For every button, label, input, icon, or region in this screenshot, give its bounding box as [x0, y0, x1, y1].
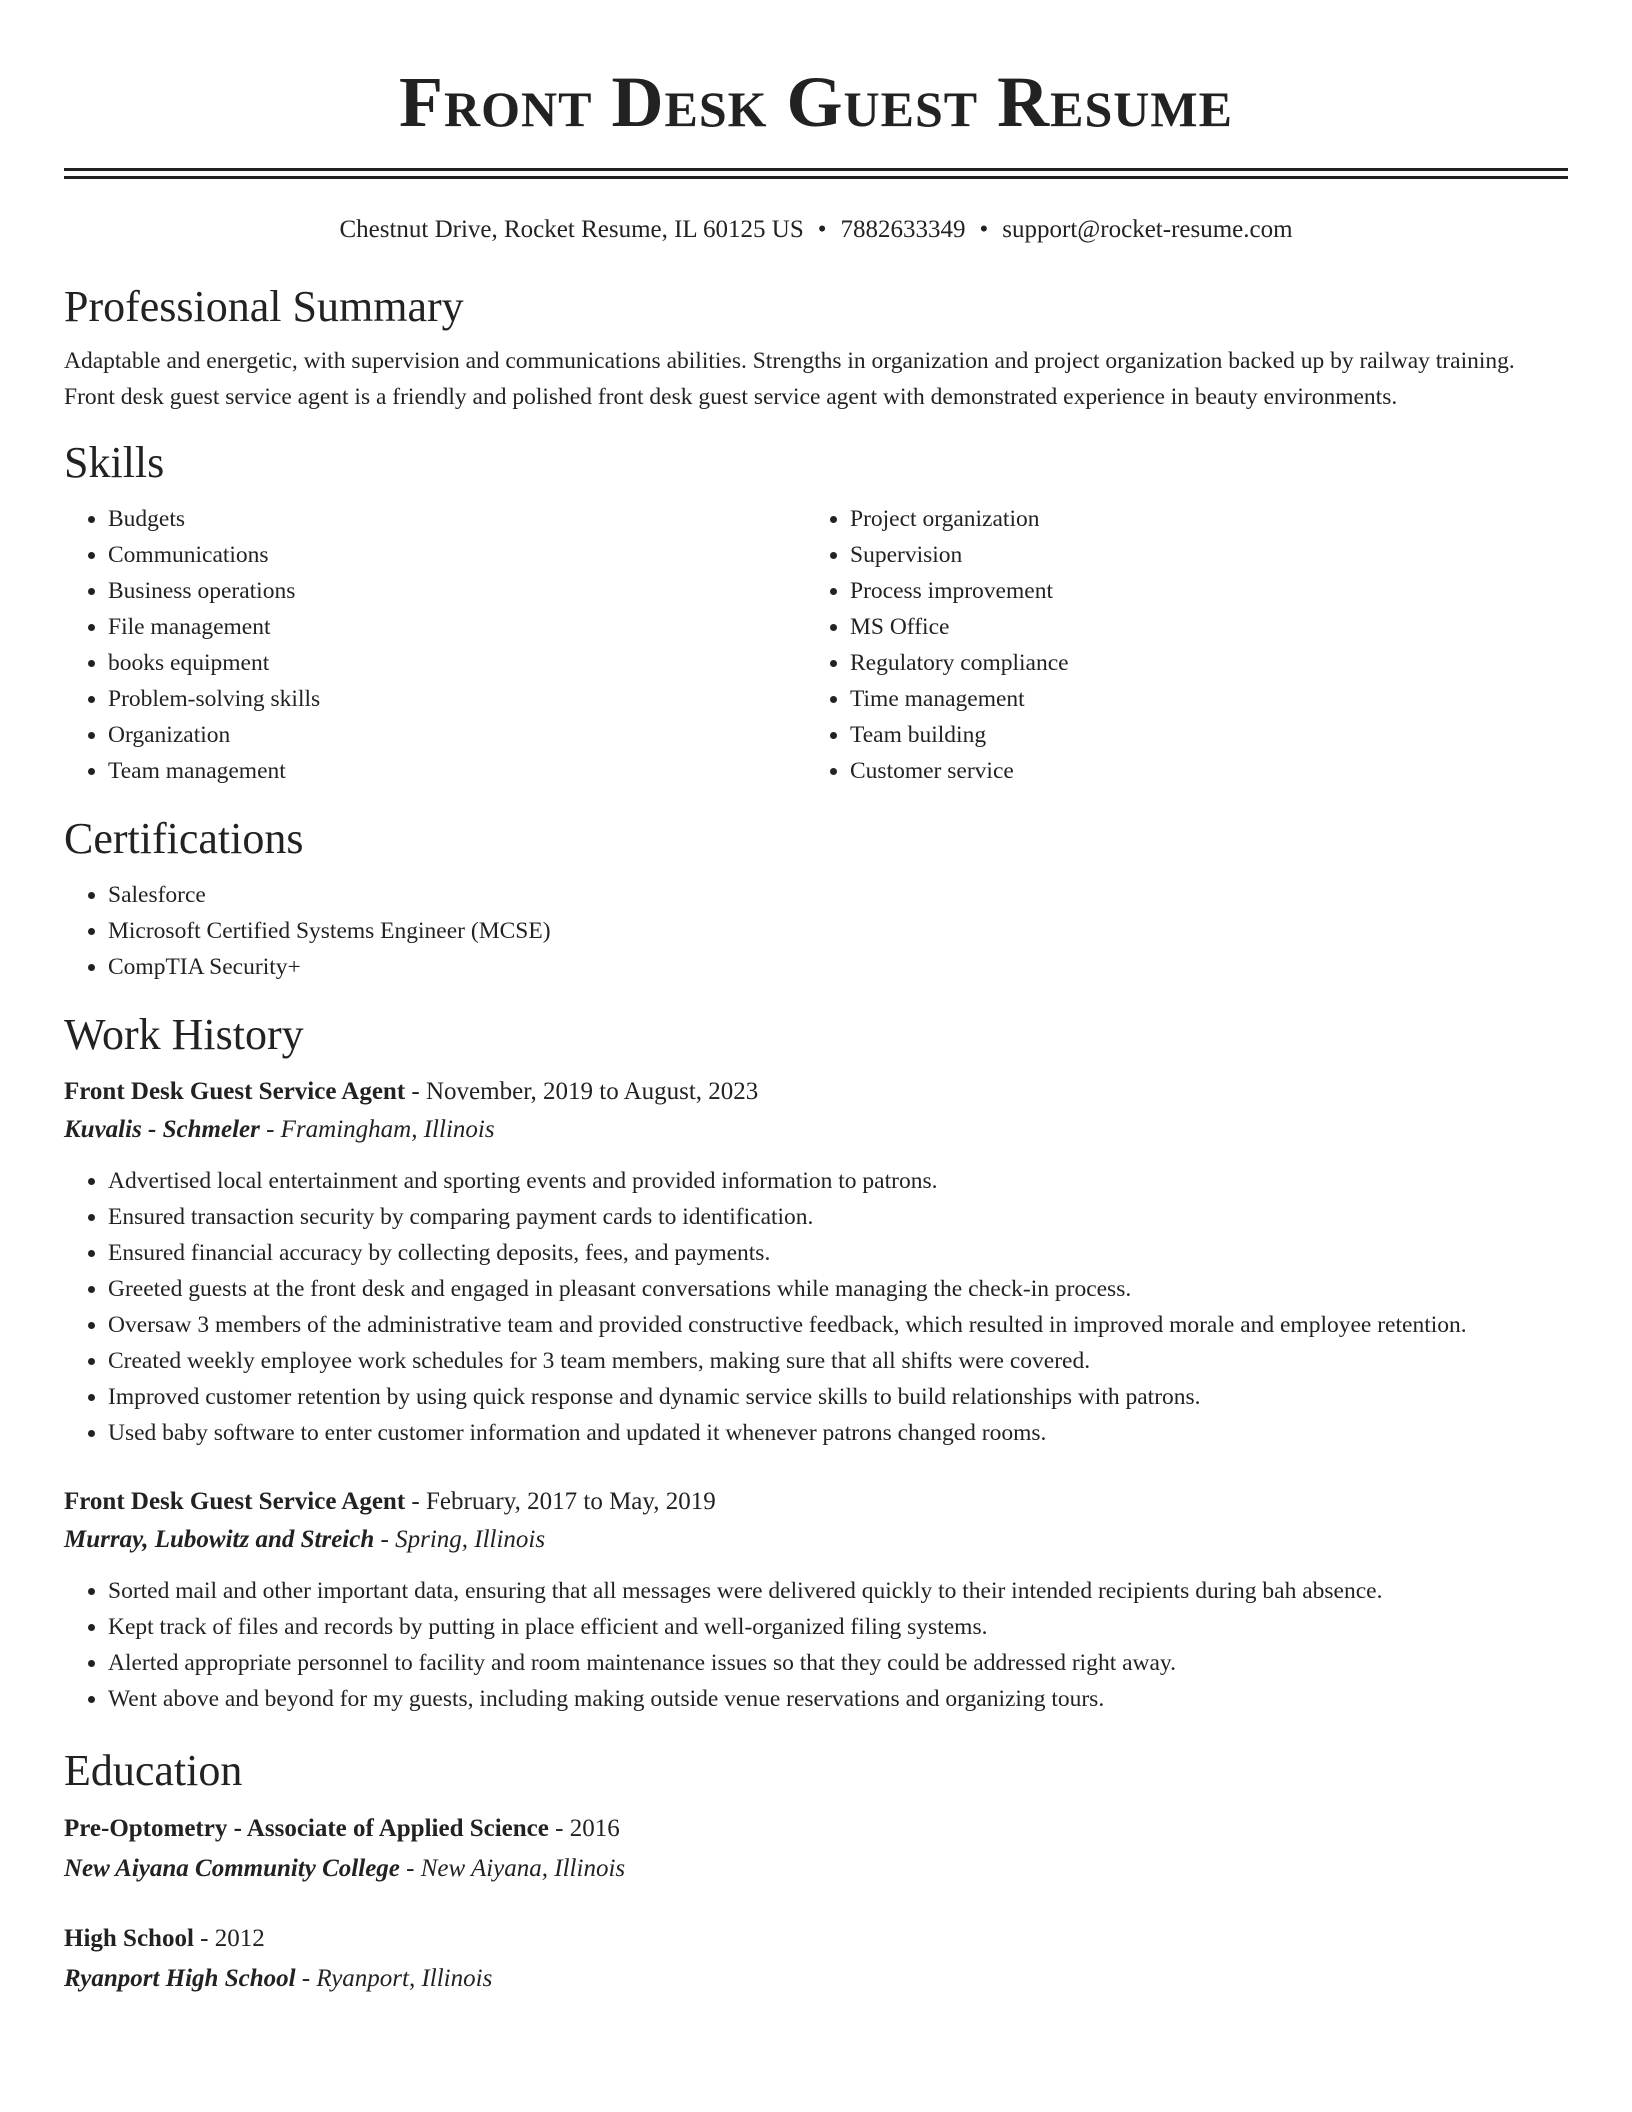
education-dash: -: [193, 1925, 215, 1952]
skill-item: • Organization: [108, 717, 806, 753]
job-dates: February, 2017 to May, 2019: [426, 1488, 716, 1515]
job-dash: -: [374, 1526, 396, 1553]
job-bullets: [64, 1163, 1568, 1451]
education-degree: High School: [64, 1925, 194, 1952]
skills-grid: [64, 501, 1568, 789]
education-location: New Aiyana, Illinois: [420, 1855, 626, 1882]
education-degree: Pre-Optometry - Associate of Applied Science: [64, 1815, 549, 1842]
job-title: Front Desk Guest Service Agent: [64, 1488, 406, 1515]
education-school-line: [64, 1849, 1568, 1889]
certification-item: • CompTIA Security+: [108, 949, 1568, 985]
job-bullet: • Greeted guests at the front desk and engaged in pleasant conversations while managing the check-in process.: [108, 1271, 1568, 1307]
skill-item: • Problem-solving skills: [108, 681, 806, 717]
job-dates: November, 2019 to August, 2023: [426, 1078, 759, 1105]
job-company-line: [64, 1111, 1568, 1149]
job-dash: -: [259, 1116, 281, 1143]
education-heading-line: [64, 1809, 1568, 1849]
skills-right-column: [806, 501, 1548, 789]
skill-item: • Process improvement: [850, 573, 1548, 609]
skills-right-list: [806, 501, 1548, 789]
job-entry: [64, 1483, 1568, 1717]
education-year: 2016: [569, 1815, 620, 1842]
job-title: Front Desk Guest Service Agent: [64, 1078, 406, 1105]
certifications-list: [64, 877, 1568, 985]
education-heading-line: [64, 1919, 1568, 1959]
job-bullet: • Created weekly employee work schedules for 3 team members, making sure that all shifts were covered.: [108, 1343, 1568, 1379]
contact-address: Chestnut Drive, Rocket Resume, IL 60125 US: [339, 216, 804, 243]
skill-item: • Customer service: [850, 753, 1548, 789]
skill-item: • File management: [108, 609, 806, 645]
skill-item: • Time management: [850, 681, 1548, 717]
skill-item: • MS Office: [850, 609, 1548, 645]
job-dash: -: [405, 1488, 426, 1515]
summary-text: Adaptable and energetic, with supervision and communications abilities. Strengths in organization and project organization backed up by railway training. Front desk guest service agent is a friendly and polished front desk guest service agent with demonstrated experience in beauty environments.: [64, 348, 1515, 410]
contact-phone: 7882633349: [840, 216, 966, 243]
skill-item: • books equipment: [108, 645, 806, 681]
skill-item: • Regulatory compliance: [850, 645, 1548, 681]
contact-separator: •: [817, 216, 827, 243]
skill-item: • Team building: [850, 717, 1548, 753]
certifications-heading: Certifications: [64, 814, 304, 863]
education-dash: -: [399, 1855, 421, 1882]
job-bullet: • Sorted mail and other important data, ensuring that all messages were delivered quickly to their intended recipients during bah absence.: [108, 1573, 1568, 1609]
work-history-list: [64, 1073, 1568, 1717]
job-location: Spring, Illinois: [395, 1526, 546, 1553]
education-location: Ryanport, Illinois: [316, 1965, 493, 1992]
job-bullets: [64, 1573, 1568, 1717]
certification-item: • Salesforce: [108, 877, 1568, 913]
job-bullet: • Kept track of files and records by putting in place efficient and well-organized filing systems.: [108, 1609, 1568, 1645]
skill-item: • Communications: [108, 537, 806, 573]
education-list: [64, 1809, 1568, 1999]
skills-left-list: [64, 501, 806, 789]
job-bullet: • Advertised local entertainment and sporting events and provided information to patrons.: [108, 1163, 1568, 1199]
contact-line: [64, 213, 1568, 247]
contact-email: support@rocket-resume.com: [1002, 216, 1293, 243]
job-bullet: • Alerted appropriate personnel to facility and room maintenance issues so that they could be addressed right away.: [108, 1645, 1568, 1681]
job-bullet: • Used baby software to enter customer information and updated it whenever patrons changed rooms.: [108, 1415, 1568, 1451]
education-dash: -: [295, 1965, 317, 1992]
education-entry: [64, 1809, 1568, 1889]
job-bullet: • Oversaw 3 members of the administrative team and provided constructive feedback, which resulted in improved morale and employee retention.: [108, 1307, 1568, 1343]
job-bullet: • Went above and beyond for my guests, including making outside venue reservations and organizing tours.: [108, 1681, 1568, 1717]
job-bullet: • Improved customer retention by using quick response and dynamic service skills to build relationships with patrons.: [108, 1379, 1568, 1415]
title-double-rule: [64, 168, 1568, 179]
skill-item: • Supervision: [850, 537, 1548, 573]
job-entry: [64, 1073, 1568, 1451]
job-heading: [64, 1073, 1568, 1111]
skill-item: • Business operations: [108, 573, 806, 609]
job-company-line: [64, 1521, 1568, 1559]
job-dash: -: [405, 1078, 426, 1105]
work-history-heading: Work History: [64, 1010, 304, 1059]
job-company: Murray, Lubowitz and Streich: [64, 1526, 375, 1553]
skills-left-column: [64, 501, 806, 789]
education-heading: Education: [64, 1746, 243, 1795]
education-dash: -: [548, 1815, 570, 1842]
job-bullet: • Ensured transaction security by comparing payment cards to identification.: [108, 1199, 1568, 1235]
education-entry: [64, 1919, 1568, 1999]
certification-item: • Microsoft Certified Systems Engineer (MCSE): [108, 913, 1568, 949]
skill-item: • Team management: [108, 753, 806, 789]
education-school: New Aiyana Community College: [64, 1855, 400, 1882]
skill-item: • Budgets: [108, 501, 806, 537]
skill-item: • Project organization: [850, 501, 1548, 537]
education-year: 2012: [214, 1925, 265, 1952]
job-heading: [64, 1483, 1568, 1521]
job-bullet: • Ensured financial accuracy by collecting deposits, fees, and payments.: [108, 1235, 1568, 1271]
resume-title: Front Desk Guest Resume: [399, 62, 1233, 142]
summary-heading: Professional Summary: [64, 282, 464, 331]
education-school: Ryanport High School: [64, 1965, 296, 1992]
skills-heading: Skills: [64, 438, 165, 487]
contact-separator: •: [979, 216, 989, 243]
education-school-line: [64, 1959, 1568, 1999]
job-location: Framingham, Illinois: [280, 1116, 495, 1143]
job-company: Kuvalis - Schmeler: [64, 1116, 260, 1143]
